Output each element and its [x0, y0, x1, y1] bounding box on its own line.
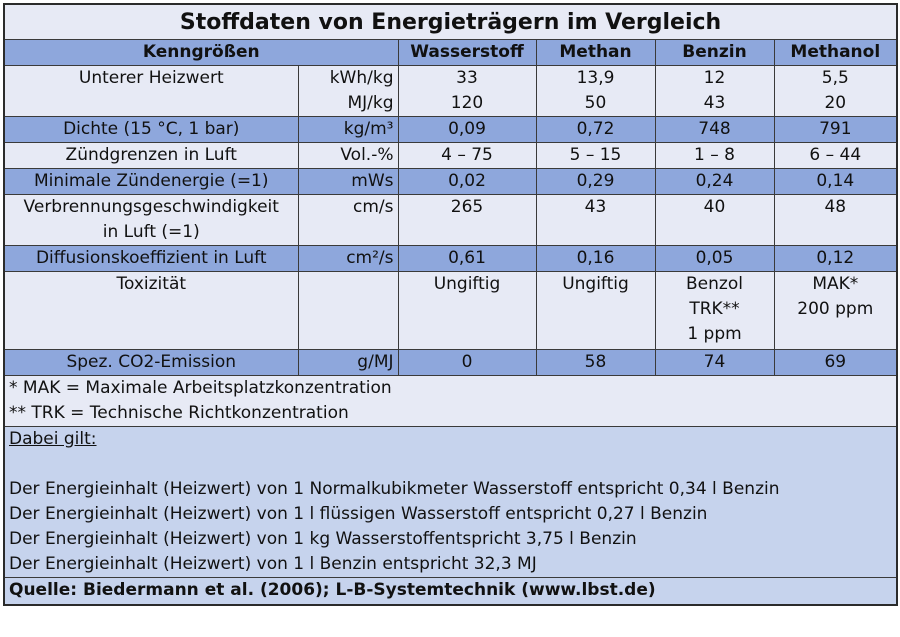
- value-mj: 120: [450, 93, 484, 113]
- notes-row: [4, 376, 897, 427]
- value-kwh: 13,9: [576, 68, 615, 88]
- prop-dichte: Dichte (15 °C, 1 bar): [4, 117, 298, 143]
- dabei-line: Der Energieinhalt (Heizwert) von 1 l Benzin entspricht 32,3 MJ: [9, 554, 537, 574]
- cell-verbrennung-methan: 43: [536, 195, 655, 246]
- cell-zuendenergie-methan: 0,29: [536, 169, 655, 195]
- cell-verbrennung-wasserstoff: 265: [398, 195, 536, 246]
- tox-methanol-line: 200 ppm: [797, 299, 874, 319]
- cell-verbrennung-methanol: 48: [774, 195, 897, 246]
- unit-diffusion: cm²/s: [298, 246, 398, 272]
- cell-zuendenergie-wasserstoff: 0,02: [398, 169, 536, 195]
- cell-zuendgrenzen-benzin: 1 – 8: [655, 143, 774, 169]
- prop-verbrennung: [4, 195, 298, 246]
- cell-diffusion-methanol: 0,12: [774, 246, 897, 272]
- row-zuendenergie: [4, 169, 897, 195]
- cell-toxizitaet-methanol: [774, 272, 897, 350]
- dabei-cell: [4, 427, 897, 578]
- prop-verbrennung-line2: in Luft (=1): [102, 222, 200, 242]
- prop-zuendenergie: Minimale Zündenergie (=1): [4, 169, 298, 195]
- value-mj: 43: [703, 93, 726, 113]
- cell-co2-methanol: 69: [774, 350, 897, 376]
- prop-diffusion: Diffusionskoeffizient in Luft: [4, 246, 298, 272]
- dabei-line: Der Energieinhalt (Heizwert) von 1 Normalkubikmeter Wasserstoff entspricht 0,34 l Benzin: [9, 479, 780, 499]
- row-co2: [4, 350, 897, 376]
- header-wasserstoff: Wasserstoff: [398, 40, 536, 66]
- header-benzin: Benzin: [655, 40, 774, 66]
- value-kwh: 33: [456, 68, 478, 88]
- row-toxizitaet: [4, 272, 897, 350]
- cell-zuendenergie-methanol: 0,14: [774, 169, 897, 195]
- cell-heizwert-benzin: [655, 66, 774, 117]
- cell-toxizitaet-wasserstoff: Ungiftig: [398, 272, 536, 350]
- source-text: Quelle: Biedermann et al. (2006); L-B-Systemtechnik (www.lbst.de): [4, 578, 897, 606]
- cell-diffusion-benzin: 0,05: [655, 246, 774, 272]
- header-row: [4, 40, 897, 66]
- tox-benzin-line: Benzol: [686, 274, 743, 294]
- value-kwh: 5,5: [821, 68, 849, 88]
- cell-toxizitaet-benzin: [655, 272, 774, 350]
- note-trk: ** TRK = Technische Richtkonzentration: [9, 403, 349, 423]
- dabei-line: Der Energieinhalt (Heizwert) von 1 l flüssigen Wasserstoff entspricht 0,27 l Benzin: [9, 504, 708, 524]
- unit-dichte: kg/m³: [298, 117, 398, 143]
- dabei-line: Der Energieinhalt (Heizwert) von 1 kg Wasserstoffentspricht 3,75 l Benzin: [9, 529, 637, 549]
- cell-toxizitaet-methan: Ungiftig: [536, 272, 655, 350]
- cell-verbrennung-benzin: 40: [655, 195, 774, 246]
- cell-co2-benzin: 74: [655, 350, 774, 376]
- prop-heizwert: Unterer Heizwert: [4, 66, 298, 117]
- prop-verbrennung-line1: Verbrennungsgeschwindigkeit: [23, 197, 279, 217]
- cell-diffusion-wasserstoff: 0,61: [398, 246, 536, 272]
- unit-verbrennung: cm/s: [298, 195, 398, 246]
- note-mak: * MAK = Maximale Arbeitsplatzkonzentration: [9, 378, 392, 398]
- row-dichte: [4, 117, 897, 143]
- table-title: Stoffdaten von Energieträgern im Vergleich: [4, 4, 897, 40]
- cell-zuendgrenzen-methan: 5 – 15: [536, 143, 655, 169]
- header-methanol: Methanol: [774, 40, 897, 66]
- unit-heizwert: [298, 66, 398, 117]
- value-mj: 50: [584, 93, 607, 113]
- cell-dichte-benzin: 748: [655, 117, 774, 143]
- row-diffusion: [4, 246, 897, 272]
- tox-methanol-line: MAK*: [812, 274, 859, 294]
- cell-co2-methan: 58: [536, 350, 655, 376]
- cell-dichte-methanol: 791: [774, 117, 897, 143]
- unit-zuendgrenzen: Vol.-%: [298, 143, 398, 169]
- cell-zuendgrenzen-methanol: 6 – 44: [774, 143, 897, 169]
- unit-zuendenergie: mWs: [298, 169, 398, 195]
- cell-diffusion-methan: 0,16: [536, 246, 655, 272]
- header-kenngroessen: Kenngrößen: [4, 40, 398, 66]
- row-heizwert: [4, 66, 897, 117]
- dabei-spacer: [9, 452, 892, 477]
- cell-dichte-methan: 0,72: [536, 117, 655, 143]
- cell-heizwert-methanol: [774, 66, 897, 117]
- cell-co2-wasserstoff: 0: [398, 350, 536, 376]
- comparison-table: [3, 3, 898, 606]
- unit-toxizitaet: [298, 272, 398, 350]
- row-zuendgrenzen: [4, 143, 897, 169]
- dabei-heading: Dabei gilt:: [9, 429, 97, 449]
- value-kwh: 12: [703, 68, 726, 88]
- value-mj: 20: [824, 93, 847, 113]
- unit-heizwert-kwh: kWh/kg: [329, 68, 394, 88]
- notes-cell: [4, 376, 897, 427]
- prop-co2: Spez. CO2-Emission: [4, 350, 298, 376]
- prop-toxizitaet: Toxizität: [4, 272, 298, 350]
- cell-zuendenergie-benzin: 0,24: [655, 169, 774, 195]
- unit-heizwert-mj: MJ/kg: [347, 93, 394, 113]
- row-verbrennung: [4, 195, 897, 246]
- dabei-row: [4, 427, 897, 578]
- cell-dichte-wasserstoff: 0,09: [398, 117, 536, 143]
- tox-benzin-line: TRK**: [689, 299, 740, 319]
- cell-heizwert-wasserstoff: [398, 66, 536, 117]
- source-row: [4, 578, 897, 606]
- cell-zuendgrenzen-wasserstoff: 4 – 75: [398, 143, 536, 169]
- unit-co2: g/MJ: [298, 350, 398, 376]
- header-methan: Methan: [536, 40, 655, 66]
- prop-zuendgrenzen: Zündgrenzen in Luft: [4, 143, 298, 169]
- cell-heizwert-methan: [536, 66, 655, 117]
- tox-benzin-line: 1 ppm: [687, 324, 742, 344]
